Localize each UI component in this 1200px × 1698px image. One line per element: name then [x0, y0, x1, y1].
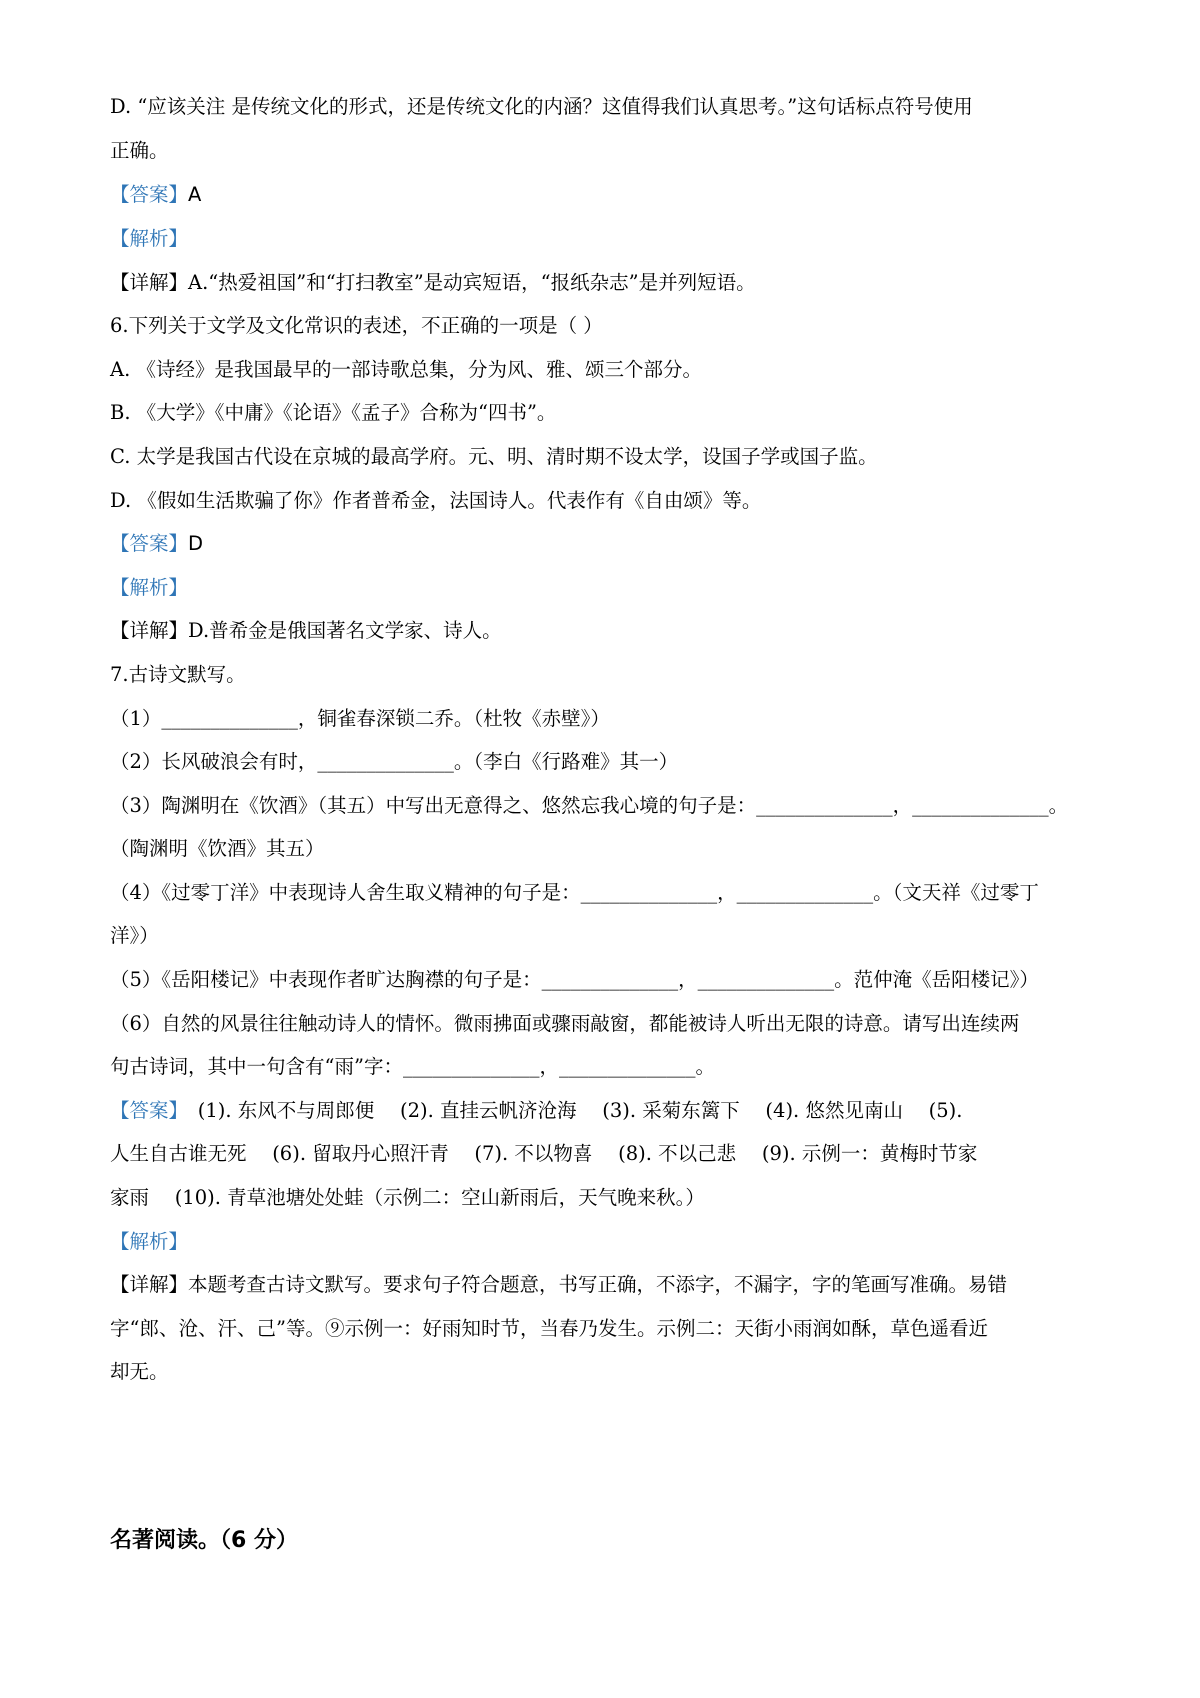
q6-detail: 【详解】D.普希金是俄国著名文学家、诗人。 [110, 619, 502, 642]
answer-label: 【答案】 [110, 532, 189, 555]
q7-answer-line3: 家雨 (10). 青草池塘处处蛙（示例二：空山新雨后，天气晚来秋。） [110, 1186, 705, 1209]
q7-item-6-cont: 句古诗词，其中一句含有“雨”字：______________，______________。 [110, 1055, 715, 1078]
q7-item-4-cont: 洋》） [110, 924, 159, 947]
answer-value: A [188, 183, 202, 206]
q6-stem: 6.下列关于文学及文化常识的表述，不正确的一项是（ ） [110, 314, 603, 337]
q6-option-a: A. 《诗经》是我国最早的一部诗歌总集，分为风、雅、颂三个部分。 [110, 358, 702, 381]
q7-item-5: （5）《岳阳楼记》中表现作者旷达胸襟的句子是：______________，______________。范仲淹《岳阳楼记》） [110, 968, 1039, 991]
q7-answer-line2: 人生自古谁无死 (6). 留取丹心照汗青 (7). 不以物喜 (8). 不以己悲 (9). 示例一：黄梅时节家 [110, 1142, 978, 1165]
q7-detail-line3: 却无。 [110, 1360, 169, 1383]
answer-label: 【答案】 [110, 1099, 179, 1122]
q6-answer [110, 531, 1100, 557]
section-heading: 名著阅读。（6 分） [110, 1528, 298, 1553]
q7-stem: 7.古诗文默写。 [110, 663, 246, 686]
q5-answer [110, 182, 1100, 208]
q7-item-1: （1）______________，铜雀春深锁二乔。（杜牧《赤壁》） [110, 707, 610, 730]
answer-value: D [188, 532, 204, 555]
q7-detail-line2: 字“郎、沧、汗、己”等。⑨示例一：好雨知时节，当春乃发生。示例二：天街小雨润如酥，草色遥看近 [110, 1317, 988, 1340]
q6-option-d: D. 《假如生活欺骗了你》作者普希金，法国诗人。代表作有《自由颂》等。 [110, 489, 762, 512]
q7-item-2: （2）长风破浪会有时，______________。（李白《行路难》其一） [110, 750, 679, 773]
q7-item-3: （3）陶渊明在《饮酒》（其五）中写出无意得之、悠然忘我心境的句子是：______________，______________。 [110, 794, 1069, 817]
q7-item-4: （4）《过零丁洋》中表现诗人舍生取义精神的句子是：______________，______________。（文天祥《过零丁 [110, 881, 1039, 904]
q5-option-d-line1: D. “应该关注 是传统文化的形式，还是传统文化的内涵？这值得我们认真思考。”这句话标点符号使用 [110, 95, 973, 118]
q6-analysis-label: 【解析】 [110, 576, 189, 599]
q7-answer-line1 [110, 1098, 1100, 1124]
q5-analysis-label: 【解析】 [110, 227, 189, 250]
q7-item-3-source: （陶渊明《饮酒》其五） [110, 837, 325, 860]
q5-option-d-line2: 正确。 [110, 139, 169, 162]
q5-detail: 【详解】A.“热爱祖国”和“打扫教室”是动宾短语，“报纸杂志”是并列短语。 [110, 271, 756, 294]
q7-detail-line1: 【详解】本题考查古诗文默写。要求句子符合题意，书写正确，不添字，不漏字，字的笔画写准确。易错 [110, 1273, 1008, 1296]
q6-option-c: C. 太学是我国古代设在京城的最高学府。元、明、清时期不设太学，设国子学或国子监。 [110, 445, 878, 468]
q7-analysis-label: 【解析】 [110, 1230, 189, 1253]
answer-label: 【答案】 [110, 183, 189, 206]
q6-option-b: B. 《大学》《中庸》《论语》《孟子》合称为“四书”。 [110, 401, 557, 424]
answer-text: (1). 东风不与周郎便 (2). 直挂云帆济沧海 (3). 采菊东篱下 (4). 悠然见南山 (5). [197, 1099, 963, 1122]
q7-item-6: （6）自然的风景往往触动诗人的情怀。微雨拂面或骤雨敲窗，都能被诗人听出无限的诗意。请写出连续两 [110, 1012, 1020, 1035]
